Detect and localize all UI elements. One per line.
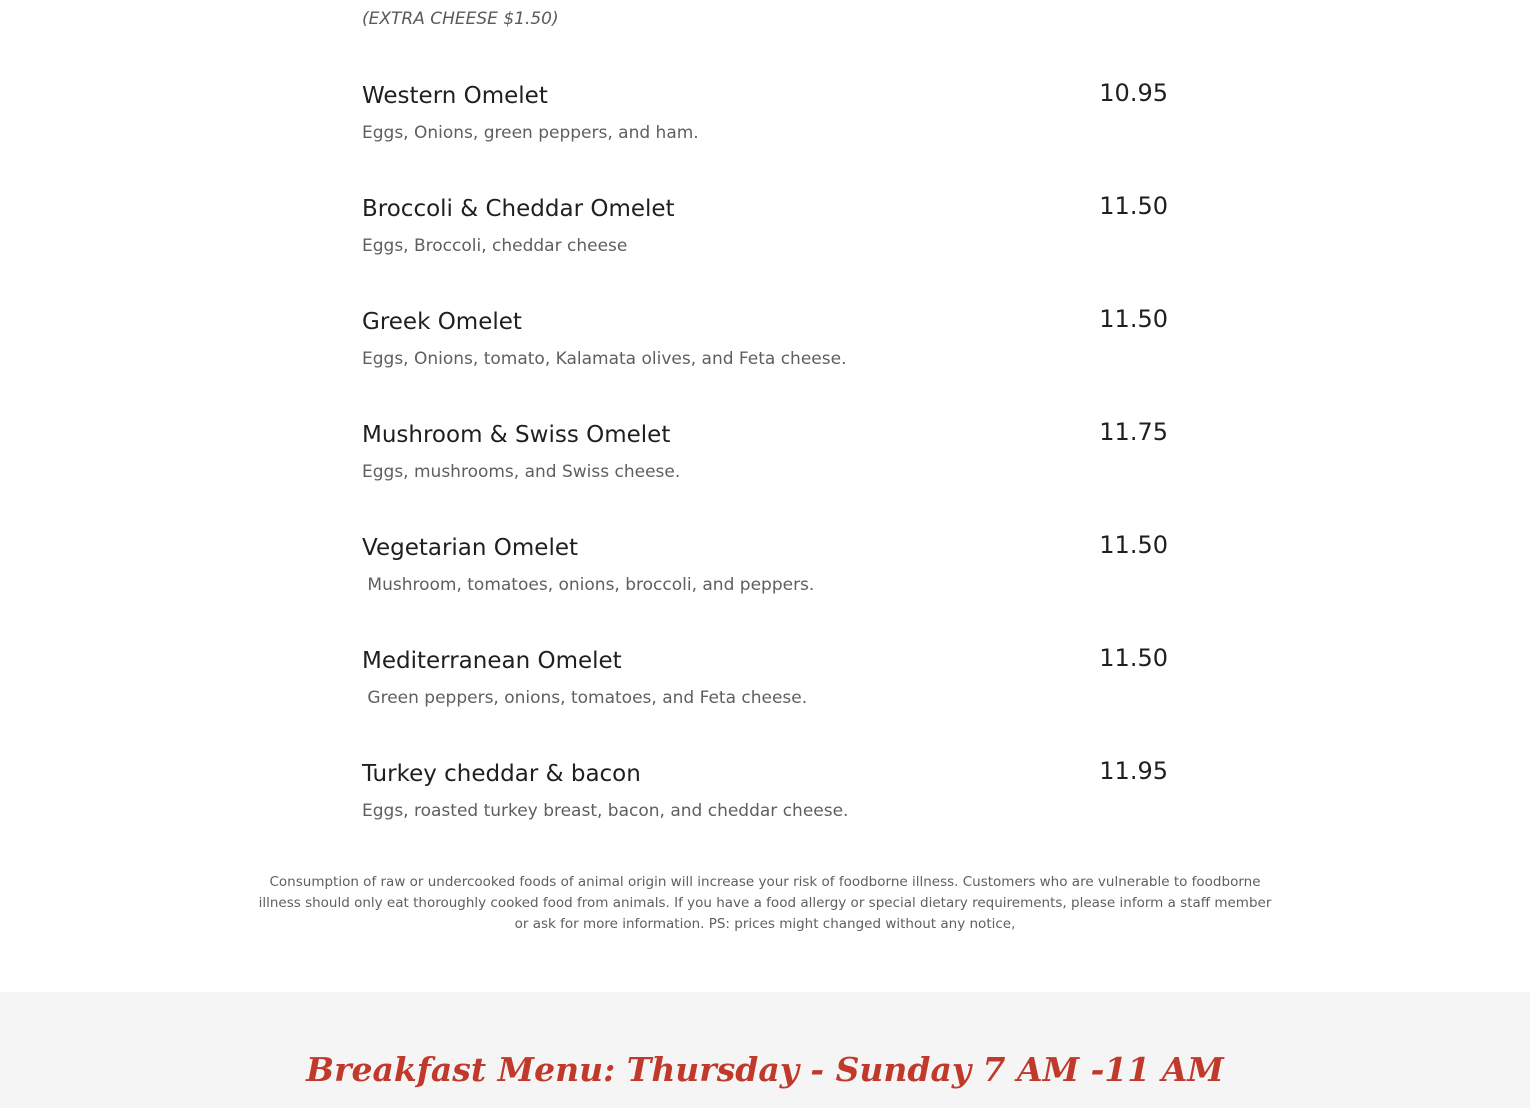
menu-item <box>362 305 1168 421</box>
menu-item-name: Mediterranean Omelet <box>362 648 622 674</box>
menu-item-description: Mushroom, tomatoes, onions, broccoli, and peppers. <box>362 575 815 595</box>
omelet-menu-list <box>362 79 1168 873</box>
menu-item <box>362 79 1168 195</box>
menu-item <box>362 418 1168 534</box>
menu-item-price: 11.75 <box>1099 418 1168 446</box>
menu-item-name: Greek Omelet <box>362 309 522 335</box>
menu-item-name: Western Omelet <box>362 83 548 109</box>
menu-item-description: Green peppers, onions, tomatoes, and Feta cheese. <box>362 688 808 708</box>
menu-item-name: Broccoli & Cheddar Omelet <box>362 196 675 222</box>
menu-item-price: 10.95 <box>1099 79 1168 107</box>
menu-item-description: Eggs, Broccoli, cheddar cheese <box>362 236 628 256</box>
menu-item-description: Eggs, Onions, tomato, Kalamata olives, and Feta cheese. <box>362 349 847 369</box>
menu-item-description: Eggs, Onions, green peppers, and ham. <box>362 123 699 143</box>
menu-item-name: Turkey cheddar & bacon <box>362 761 641 787</box>
menu-item <box>362 644 1168 760</box>
food-safety-disclaimer: Consumption of raw or undercooked foods of animal origin will increase your risk of foodborne illness. Customers who are vulnerable to foodborne illness should only eat thoroughly cooked food from animals. If you have a food allergy or special dietary requirements, please inform a staff member or ask for more information. PS: prices might changed without any notice, <box>258 874 1272 932</box>
menu-item-price: 11.50 <box>1099 305 1168 333</box>
menu-item-price: 11.95 <box>1099 757 1168 785</box>
menu-item <box>362 531 1168 647</box>
menu-item-price: 11.50 <box>1099 531 1168 559</box>
menu-item <box>362 192 1168 308</box>
menu-item <box>362 757 1168 873</box>
menu-item-description: Eggs, roasted turkey breast, bacon, and cheddar cheese. <box>362 801 849 821</box>
menu-item-name: Vegetarian Omelet <box>362 535 579 561</box>
breakfast-menu-heading: Breakfast Menu: Thursday - Sunday 7 AM -11 AM <box>306 1050 1224 1089</box>
menu-item-description: Eggs, mushrooms, and Swiss cheese. <box>362 462 681 482</box>
menu-item-price: 11.50 <box>1099 192 1168 220</box>
menu-item-price: 11.50 <box>1099 644 1168 672</box>
menu-item-name: Mushroom & Swiss Omelet <box>362 422 671 448</box>
extra-cheese-note: (EXTRA CHEESE $1.50) <box>362 9 559 29</box>
